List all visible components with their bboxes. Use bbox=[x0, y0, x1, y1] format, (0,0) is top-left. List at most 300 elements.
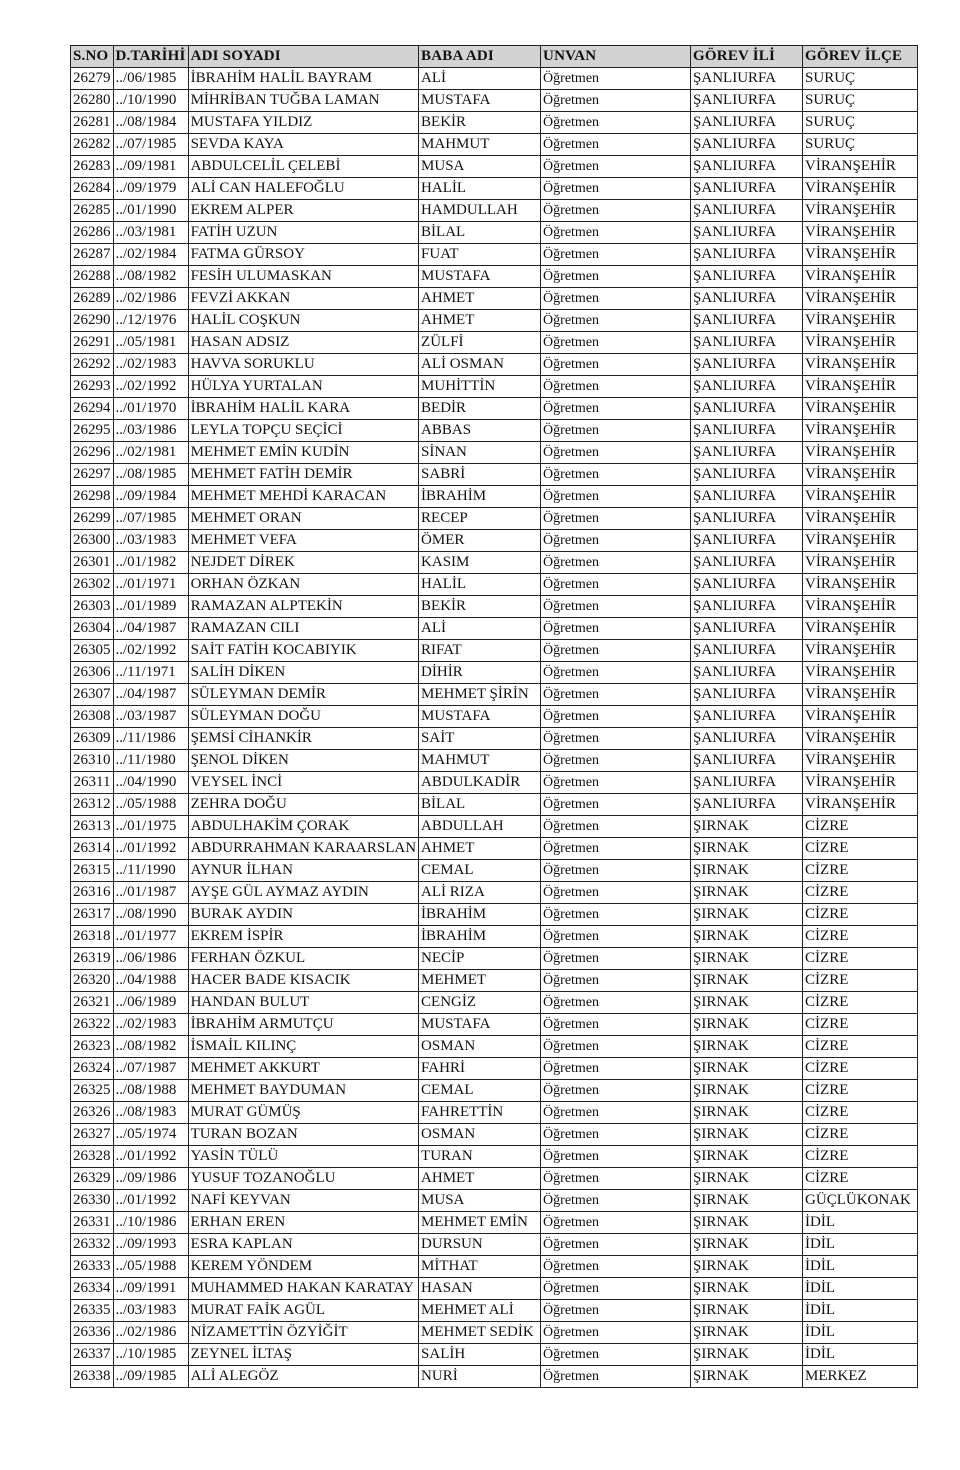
sno-cell: 26336 bbox=[71, 1322, 114, 1344]
title-cell: Öğretmen bbox=[541, 926, 691, 948]
title-cell: Öğretmen bbox=[541, 596, 691, 618]
district-cell: VİRANŞEHİR bbox=[803, 574, 918, 596]
full-name-cell: ŞENOL DİKEN bbox=[188, 750, 418, 772]
birth-date-cell: ../09/1991 bbox=[113, 1278, 188, 1300]
title-cell: Öğretmen bbox=[541, 1058, 691, 1080]
birth-date-cell: ../02/1981 bbox=[113, 442, 188, 464]
table-row bbox=[71, 266, 918, 288]
district-cell: VİRANŞEHİR bbox=[803, 376, 918, 398]
district-cell: VİRANŞEHİR bbox=[803, 640, 918, 662]
title-cell: Öğretmen bbox=[541, 266, 691, 288]
province-cell: ŞANLIURFA bbox=[691, 728, 803, 750]
district-cell: VİRANŞEHİR bbox=[803, 552, 918, 574]
title-cell: Öğretmen bbox=[541, 112, 691, 134]
father-name-cell: FUAT bbox=[419, 244, 541, 266]
full-name-cell: ORHAN ÖZKAN bbox=[188, 574, 418, 596]
province-cell: ŞANLIURFA bbox=[691, 266, 803, 288]
district-cell: İDİL bbox=[803, 1234, 918, 1256]
table-row bbox=[71, 1212, 918, 1234]
birth-date-cell: ../04/1988 bbox=[113, 970, 188, 992]
district-cell: VİRANŞEHİR bbox=[803, 178, 918, 200]
province-cell: ŞANLIURFA bbox=[691, 486, 803, 508]
sno-cell: 26300 bbox=[71, 530, 114, 552]
full-name-cell: FESİH ULUMASKAN bbox=[188, 266, 418, 288]
full-name-cell: YUSUF TOZANOĞLU bbox=[188, 1168, 418, 1190]
table-row bbox=[71, 464, 918, 486]
province-cell: ŞIRNAK bbox=[691, 904, 803, 926]
province-cell: ŞIRNAK bbox=[691, 1234, 803, 1256]
province-cell: ŞIRNAK bbox=[691, 1256, 803, 1278]
district-cell: VİRANŞEHİR bbox=[803, 266, 918, 288]
table-row bbox=[71, 1102, 918, 1124]
province-cell: ŞANLIURFA bbox=[691, 420, 803, 442]
table-row bbox=[71, 376, 918, 398]
table-row bbox=[71, 662, 918, 684]
province-cell: ŞIRNAK bbox=[691, 1124, 803, 1146]
full-name-cell: KEREM YÖNDEM bbox=[188, 1256, 418, 1278]
birth-date-cell: ../01/1992 bbox=[113, 1146, 188, 1168]
sno-cell: 26328 bbox=[71, 1146, 114, 1168]
district-cell: CİZRE bbox=[803, 1168, 918, 1190]
title-cell: Öğretmen bbox=[541, 794, 691, 816]
province-cell: ŞANLIURFA bbox=[691, 288, 803, 310]
title-cell: Öğretmen bbox=[541, 508, 691, 530]
district-cell: CİZRE bbox=[803, 926, 918, 948]
father-name-cell: SALİH bbox=[419, 1344, 541, 1366]
father-name-cell: OSMAN bbox=[419, 1124, 541, 1146]
father-name-cell: BEDİR bbox=[419, 398, 541, 420]
title-cell: Öğretmen bbox=[541, 398, 691, 420]
birth-date-cell: ../08/1982 bbox=[113, 1036, 188, 1058]
father-name-cell: KASIM bbox=[419, 552, 541, 574]
sno-cell: 26282 bbox=[71, 134, 114, 156]
province-cell: ŞIRNAK bbox=[691, 1212, 803, 1234]
father-name-cell: ALİ OSMAN bbox=[419, 354, 541, 376]
title-cell: Öğretmen bbox=[541, 750, 691, 772]
table-row bbox=[71, 574, 918, 596]
full-name-cell: RAMAZAN CILI bbox=[188, 618, 418, 640]
father-name-cell: CEMAL bbox=[419, 1080, 541, 1102]
full-name-cell: SALİH DİKEN bbox=[188, 662, 418, 684]
sno-cell: 26321 bbox=[71, 992, 114, 1014]
sno-cell: 26299 bbox=[71, 508, 114, 530]
assignment-table bbox=[70, 45, 918, 1388]
district-cell: İDİL bbox=[803, 1256, 918, 1278]
title-cell: Öğretmen bbox=[541, 816, 691, 838]
province-cell: ŞIRNAK bbox=[691, 1036, 803, 1058]
sno-cell: 26314 bbox=[71, 838, 114, 860]
title-cell: Öğretmen bbox=[541, 970, 691, 992]
sno-cell: 26302 bbox=[71, 574, 114, 596]
sno-cell: 26280 bbox=[71, 90, 114, 112]
province-cell: ŞIRNAK bbox=[691, 992, 803, 1014]
table-row bbox=[71, 1344, 918, 1366]
title-cell: Öğretmen bbox=[541, 1036, 691, 1058]
sno-cell: 26310 bbox=[71, 750, 114, 772]
header-father-name: BABA ADI bbox=[419, 46, 541, 68]
birth-date-cell: ../03/1983 bbox=[113, 1300, 188, 1322]
father-name-cell: MUSTAFA bbox=[419, 90, 541, 112]
province-cell: ŞANLIURFA bbox=[691, 134, 803, 156]
title-cell: Öğretmen bbox=[541, 442, 691, 464]
full-name-cell: ESRA KAPLAN bbox=[188, 1234, 418, 1256]
district-cell: VİRANŞEHİR bbox=[803, 618, 918, 640]
birth-date-cell: ../01/1992 bbox=[113, 1190, 188, 1212]
full-name-cell: ABDULCELİL ÇELEBİ bbox=[188, 156, 418, 178]
father-name-cell: SABRİ bbox=[419, 464, 541, 486]
full-name-cell: HACER BADE KISACIK bbox=[188, 970, 418, 992]
header-full-name: ADI SOYADI bbox=[188, 46, 418, 68]
province-cell: ŞIRNAK bbox=[691, 860, 803, 882]
title-cell: Öğretmen bbox=[541, 1190, 691, 1212]
table-row bbox=[71, 354, 918, 376]
sno-cell: 26316 bbox=[71, 882, 114, 904]
title-cell: Öğretmen bbox=[541, 1014, 691, 1036]
father-name-cell: CENGİZ bbox=[419, 992, 541, 1014]
title-cell: Öğretmen bbox=[541, 178, 691, 200]
sno-cell: 26308 bbox=[71, 706, 114, 728]
sno-cell: 26292 bbox=[71, 354, 114, 376]
full-name-cell: İBRAHİM HALİL KARA bbox=[188, 398, 418, 420]
father-name-cell: MEHMET bbox=[419, 970, 541, 992]
sno-cell: 26318 bbox=[71, 926, 114, 948]
full-name-cell: ŞEMSİ CİHANKİR bbox=[188, 728, 418, 750]
district-cell: VİRANŞEHİR bbox=[803, 310, 918, 332]
table-row bbox=[71, 1036, 918, 1058]
table-row bbox=[71, 926, 918, 948]
sno-cell: 26290 bbox=[71, 310, 114, 332]
table-row bbox=[71, 816, 918, 838]
father-name-cell: TURAN bbox=[419, 1146, 541, 1168]
father-name-cell: ABDULKADİR bbox=[419, 772, 541, 794]
father-name-cell: MEHMET SEDİK bbox=[419, 1322, 541, 1344]
birth-date-cell: ../02/1986 bbox=[113, 288, 188, 310]
title-cell: Öğretmen bbox=[541, 332, 691, 354]
full-name-cell: HANDAN BULUT bbox=[188, 992, 418, 1014]
title-cell: Öğretmen bbox=[541, 200, 691, 222]
birth-date-cell: ../11/1986 bbox=[113, 728, 188, 750]
title-cell: Öğretmen bbox=[541, 288, 691, 310]
full-name-cell: ZEYNEL İLTAŞ bbox=[188, 1344, 418, 1366]
father-name-cell: ALİ bbox=[419, 618, 541, 640]
district-cell: CİZRE bbox=[803, 992, 918, 1014]
table-row bbox=[71, 596, 918, 618]
table-row bbox=[71, 970, 918, 992]
table-row bbox=[71, 288, 918, 310]
table-row bbox=[71, 486, 918, 508]
full-name-cell: RAMAZAN ALPTEKİN bbox=[188, 596, 418, 618]
full-name-cell: İSMAİL KILINÇ bbox=[188, 1036, 418, 1058]
birth-date-cell: ../01/1990 bbox=[113, 200, 188, 222]
title-cell: Öğretmen bbox=[541, 1366, 691, 1388]
full-name-cell: MEHMET MEHDİ KARACAN bbox=[188, 486, 418, 508]
table-row bbox=[71, 1058, 918, 1080]
table-row bbox=[71, 904, 918, 926]
father-name-cell: RECEP bbox=[419, 508, 541, 530]
title-cell: Öğretmen bbox=[541, 728, 691, 750]
sno-cell: 26295 bbox=[71, 420, 114, 442]
district-cell: CİZRE bbox=[803, 860, 918, 882]
table-row bbox=[71, 90, 918, 112]
full-name-cell: NİZAMETTİN ÖZYİĞİT bbox=[188, 1322, 418, 1344]
sno-cell: 26317 bbox=[71, 904, 114, 926]
district-cell: SURUÇ bbox=[803, 134, 918, 156]
father-name-cell: ABDULLAH bbox=[419, 816, 541, 838]
province-cell: ŞIRNAK bbox=[691, 1300, 803, 1322]
district-cell: CİZRE bbox=[803, 970, 918, 992]
full-name-cell: SÜLEYMAN DEMİR bbox=[188, 684, 418, 706]
table-row bbox=[71, 1256, 918, 1278]
province-cell: ŞANLIURFA bbox=[691, 750, 803, 772]
birth-date-cell: ../03/1981 bbox=[113, 222, 188, 244]
father-name-cell: HASAN bbox=[419, 1278, 541, 1300]
table-row bbox=[71, 860, 918, 882]
table-row bbox=[71, 728, 918, 750]
table-row bbox=[71, 948, 918, 970]
title-cell: Öğretmen bbox=[541, 420, 691, 442]
full-name-cell: ABDURRAHMAN KARAARSLAN bbox=[188, 838, 418, 860]
sno-cell: 26309 bbox=[71, 728, 114, 750]
full-name-cell: AYŞE GÜL AYMAZ AYDIN bbox=[188, 882, 418, 904]
birth-date-cell: ../01/1970 bbox=[113, 398, 188, 420]
sno-cell: 26297 bbox=[71, 464, 114, 486]
father-name-cell: AHMET bbox=[419, 1168, 541, 1190]
title-cell: Öğretmen bbox=[541, 1146, 691, 1168]
table-row bbox=[71, 882, 918, 904]
sno-cell: 26303 bbox=[71, 596, 114, 618]
full-name-cell: İBRAHİM ARMUTÇU bbox=[188, 1014, 418, 1036]
sno-cell: 26284 bbox=[71, 178, 114, 200]
father-name-cell: FAHRETTİN bbox=[419, 1102, 541, 1124]
table-row bbox=[71, 310, 918, 332]
district-cell: VİRANŞEHİR bbox=[803, 684, 918, 706]
district-cell: VİRANŞEHİR bbox=[803, 750, 918, 772]
province-cell: ŞANLIURFA bbox=[691, 640, 803, 662]
birth-date-cell: ../11/1971 bbox=[113, 662, 188, 684]
title-cell: Öğretmen bbox=[541, 640, 691, 662]
birth-date-cell: ../07/1987 bbox=[113, 1058, 188, 1080]
sno-cell: 26288 bbox=[71, 266, 114, 288]
title-cell: Öğretmen bbox=[541, 90, 691, 112]
table-header bbox=[71, 46, 918, 68]
father-name-cell: MUSA bbox=[419, 156, 541, 178]
full-name-cell: SÜLEYMAN DOĞU bbox=[188, 706, 418, 728]
province-cell: ŞANLIURFA bbox=[691, 618, 803, 640]
full-name-cell: ALİ ALEGÖZ bbox=[188, 1366, 418, 1388]
full-name-cell: MURAT FAİK AGÜL bbox=[188, 1300, 418, 1322]
header-title: UNVAN bbox=[541, 46, 691, 68]
district-cell: CİZRE bbox=[803, 904, 918, 926]
title-cell: Öğretmen bbox=[541, 156, 691, 178]
province-cell: ŞIRNAK bbox=[691, 838, 803, 860]
province-cell: ŞIRNAK bbox=[691, 1366, 803, 1388]
full-name-cell: NAFİ KEYVAN bbox=[188, 1190, 418, 1212]
sno-cell: 26283 bbox=[71, 156, 114, 178]
title-cell: Öğretmen bbox=[541, 838, 691, 860]
father-name-cell: BİLAL bbox=[419, 222, 541, 244]
province-cell: ŞANLIURFA bbox=[691, 442, 803, 464]
title-cell: Öğretmen bbox=[541, 1344, 691, 1366]
full-name-cell: AYNUR İLHAN bbox=[188, 860, 418, 882]
title-cell: Öğretmen bbox=[541, 1278, 691, 1300]
title-cell: Öğretmen bbox=[541, 948, 691, 970]
father-name-cell: MEHMET EMİN bbox=[419, 1212, 541, 1234]
district-cell: VİRANŞEHİR bbox=[803, 288, 918, 310]
birth-date-cell: ../06/1986 bbox=[113, 948, 188, 970]
sno-cell: 26293 bbox=[71, 376, 114, 398]
district-cell: VİRANŞEHİR bbox=[803, 772, 918, 794]
birth-date-cell: ../08/1983 bbox=[113, 1102, 188, 1124]
province-cell: ŞIRNAK bbox=[691, 1058, 803, 1080]
sno-cell: 26294 bbox=[71, 398, 114, 420]
province-cell: ŞANLIURFA bbox=[691, 112, 803, 134]
sno-cell: 26296 bbox=[71, 442, 114, 464]
birth-date-cell: ../08/1985 bbox=[113, 464, 188, 486]
father-name-cell: DURSUN bbox=[419, 1234, 541, 1256]
title-cell: Öğretmen bbox=[541, 222, 691, 244]
district-cell: İDİL bbox=[803, 1212, 918, 1234]
birth-date-cell: ../09/1993 bbox=[113, 1234, 188, 1256]
father-name-cell: BİLAL bbox=[419, 794, 541, 816]
sno-cell: 26285 bbox=[71, 200, 114, 222]
sno-cell: 26281 bbox=[71, 112, 114, 134]
header-province: GÖREV İLİ bbox=[691, 46, 803, 68]
birth-date-cell: ../08/1990 bbox=[113, 904, 188, 926]
province-cell: ŞANLIURFA bbox=[691, 398, 803, 420]
title-cell: Öğretmen bbox=[541, 310, 691, 332]
birth-date-cell: ../01/1982 bbox=[113, 552, 188, 574]
district-cell: VİRANŞEHİR bbox=[803, 728, 918, 750]
father-name-cell: SAİT bbox=[419, 728, 541, 750]
father-name-cell: MUSTAFA bbox=[419, 1014, 541, 1036]
table-row bbox=[71, 1234, 918, 1256]
father-name-cell: RIFAT bbox=[419, 640, 541, 662]
birth-date-cell: ../03/1987 bbox=[113, 706, 188, 728]
table-row bbox=[71, 750, 918, 772]
sno-cell: 26327 bbox=[71, 1124, 114, 1146]
birth-date-cell: ../05/1988 bbox=[113, 794, 188, 816]
province-cell: ŞANLIURFA bbox=[691, 376, 803, 398]
table-row bbox=[71, 1146, 918, 1168]
father-name-cell: NURİ bbox=[419, 1366, 541, 1388]
birth-date-cell: ../01/1975 bbox=[113, 816, 188, 838]
full-name-cell: FATMA GÜRSOY bbox=[188, 244, 418, 266]
full-name-cell: HAVVA SORUKLU bbox=[188, 354, 418, 376]
title-cell: Öğretmen bbox=[541, 860, 691, 882]
table-row bbox=[71, 1124, 918, 1146]
sno-cell: 26287 bbox=[71, 244, 114, 266]
birth-date-cell: ../09/1985 bbox=[113, 1366, 188, 1388]
birth-date-cell: ../09/1986 bbox=[113, 1168, 188, 1190]
birth-date-cell: ../02/1992 bbox=[113, 640, 188, 662]
district-cell: VİRANŞEHİR bbox=[803, 662, 918, 684]
province-cell: ŞIRNAK bbox=[691, 1168, 803, 1190]
full-name-cell: ZEHRA DOĞU bbox=[188, 794, 418, 816]
full-name-cell: TURAN BOZAN bbox=[188, 1124, 418, 1146]
district-cell: VİRANŞEHİR bbox=[803, 706, 918, 728]
sno-cell: 26325 bbox=[71, 1080, 114, 1102]
title-cell: Öğretmen bbox=[541, 486, 691, 508]
district-cell: VİRANŞEHİR bbox=[803, 244, 918, 266]
sno-cell: 26324 bbox=[71, 1058, 114, 1080]
district-cell: MERKEZ bbox=[803, 1366, 918, 1388]
province-cell: ŞIRNAK bbox=[691, 1344, 803, 1366]
district-cell: VİRANŞEHİR bbox=[803, 200, 918, 222]
sno-cell: 26289 bbox=[71, 288, 114, 310]
father-name-cell: MAHMUT bbox=[419, 134, 541, 156]
sno-cell: 26333 bbox=[71, 1256, 114, 1278]
title-cell: Öğretmen bbox=[541, 1102, 691, 1124]
district-cell: VİRANŞEHİR bbox=[803, 464, 918, 486]
birth-date-cell: ../01/1977 bbox=[113, 926, 188, 948]
sno-cell: 26305 bbox=[71, 640, 114, 662]
table-row bbox=[71, 200, 918, 222]
sno-cell: 26311 bbox=[71, 772, 114, 794]
full-name-cell: MİHRİBAN TUĞBA LAMAN bbox=[188, 90, 418, 112]
father-name-cell: HALİL bbox=[419, 178, 541, 200]
birth-date-cell: ../10/1985 bbox=[113, 1344, 188, 1366]
title-cell: Öğretmen bbox=[541, 134, 691, 156]
province-cell: ŞIRNAK bbox=[691, 1278, 803, 1300]
header-row bbox=[71, 46, 918, 68]
province-cell: ŞANLIURFA bbox=[691, 68, 803, 90]
sno-cell: 26320 bbox=[71, 970, 114, 992]
sno-cell: 26291 bbox=[71, 332, 114, 354]
sno-cell: 26326 bbox=[71, 1102, 114, 1124]
father-name-cell: ZÜLFİ bbox=[419, 332, 541, 354]
title-cell: Öğretmen bbox=[541, 464, 691, 486]
table-row bbox=[71, 706, 918, 728]
full-name-cell: FERHAN ÖZKUL bbox=[188, 948, 418, 970]
province-cell: ŞANLIURFA bbox=[691, 178, 803, 200]
province-cell: ŞANLIURFA bbox=[691, 156, 803, 178]
full-name-cell: FEVZİ AKKAN bbox=[188, 288, 418, 310]
birth-date-cell: ../02/1983 bbox=[113, 354, 188, 376]
full-name-cell: MUSTAFA YILDIZ bbox=[188, 112, 418, 134]
father-name-cell: İBRAHİM bbox=[419, 486, 541, 508]
birth-date-cell: ../07/1985 bbox=[113, 134, 188, 156]
province-cell: ŞANLIURFA bbox=[691, 464, 803, 486]
district-cell: CİZRE bbox=[803, 1080, 918, 1102]
title-cell: Öğretmen bbox=[541, 1322, 691, 1344]
birth-date-cell: ../11/1990 bbox=[113, 860, 188, 882]
birth-date-cell: ../01/1989 bbox=[113, 596, 188, 618]
table-row bbox=[71, 398, 918, 420]
full-name-cell: HALİL COŞKUN bbox=[188, 310, 418, 332]
district-cell: VİRANŞEHİR bbox=[803, 354, 918, 376]
province-cell: ŞIRNAK bbox=[691, 1080, 803, 1102]
province-cell: ŞIRNAK bbox=[691, 970, 803, 992]
full-name-cell: YASİN TÜLÜ bbox=[188, 1146, 418, 1168]
province-cell: ŞANLIURFA bbox=[691, 706, 803, 728]
birth-date-cell: ../03/1986 bbox=[113, 420, 188, 442]
sno-cell: 26313 bbox=[71, 816, 114, 838]
province-cell: ŞANLIURFA bbox=[691, 596, 803, 618]
father-name-cell: ABBAS bbox=[419, 420, 541, 442]
birth-date-cell: ../10/1986 bbox=[113, 1212, 188, 1234]
father-name-cell: MEHMET ŞİRİN bbox=[419, 684, 541, 706]
birth-date-cell: ../06/1989 bbox=[113, 992, 188, 1014]
title-cell: Öğretmen bbox=[541, 882, 691, 904]
birth-date-cell: ../08/1982 bbox=[113, 266, 188, 288]
district-cell: VİRANŞEHİR bbox=[803, 332, 918, 354]
full-name-cell: SAİT FATİH KOCABIYIK bbox=[188, 640, 418, 662]
sno-cell: 26315 bbox=[71, 860, 114, 882]
full-name-cell: SEVDA KAYA bbox=[188, 134, 418, 156]
full-name-cell: NEJDET DİREK bbox=[188, 552, 418, 574]
father-name-cell: AHMET bbox=[419, 310, 541, 332]
district-cell: VİRANŞEHİR bbox=[803, 794, 918, 816]
